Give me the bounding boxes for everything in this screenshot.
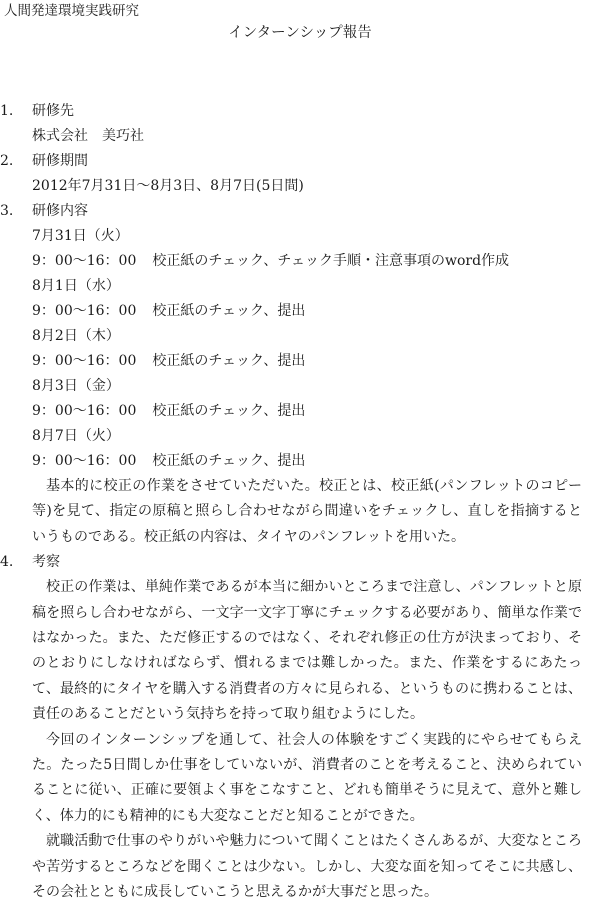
schedule-time: 9：00〜16：00 (32, 303, 137, 319)
training-summary-paragraph: 基本的に校正の作業をさせていただいた。校正とは、校正紙(パンフレットのコピー等)を見て、指定の原稿と照らし合わせながら間違いをチェックし、直しを指摘するというものである。校正紙の内容は、タイヤのパンフレットを用いた。 (32, 478, 582, 545)
schedule-entry (0, 349, 600, 374)
schedule-task: 校正紙のチェック、チェック手順・注意事項のword作成 (152, 253, 510, 269)
schedule-entry (0, 449, 600, 474)
discussion-paragraph: 校正の作業は、単純作業であるが本当に細かいところまで注意し、パンフレットと原稿を照らし合わせながら、一文字一文字丁寧にチェックする必要があり、簡単な作業ではなかった。また、ただ修正するのではなく、それぞれ修正の仕方が決まっており、そのとおりにしなければならず、慣れるまでは難しかった。また、作業をするにあたって、最終的にタイヤを購入する消費者の方々に見られる、というものに携わることは、責任のあることだという気持ちを持って取り組むようにした。 (32, 579, 582, 723)
section-heading: 研修期間 (32, 153, 88, 169)
schedule-entry (0, 249, 600, 274)
schedule-date: 8月3日（金） (32, 378, 120, 394)
schedule-entry (0, 399, 600, 424)
schedule-time: 9：00〜16：00 (32, 403, 137, 419)
schedule-time: 9：00〜16：00 (32, 453, 137, 469)
schedule-task: 校正紙のチェック、提出 (152, 353, 306, 369)
company-name: 株式会社 美巧社 (32, 128, 144, 144)
training-period: 2012年7月31日〜8月3日、8月7日(5日間) (32, 178, 304, 194)
section-4-heading-line (0, 550, 600, 575)
section-1-heading-line (0, 99, 600, 124)
schedule-task: 校正紙のチェック、提出 (152, 403, 306, 419)
schedule-task: 校正紙のチェック、提出 (152, 303, 306, 319)
section-3-heading-line (0, 199, 600, 224)
schedule-date: 7月31日（火） (32, 228, 129, 244)
discussion-paragraph: 今回のインターンシップを通して、社会人の体験をすごく実践的にやらせてもらえた。たった5日間しか仕事をしていないが、消費者のことを考えること、決められていることに従い、正確に要領よく事をこなすこと、どれも簡単そうに見えて、意外と難しく、体力的にも精神的にも大変なことだと知ることができた。 (32, 731, 582, 824)
section-1-content (0, 124, 600, 149)
section-number: 4. (0, 554, 14, 571)
schedule-entry (0, 299, 600, 324)
document-title: インターンシップ報告 (228, 25, 372, 41)
section-heading: 考察 (32, 554, 60, 571)
section-number: 1. (0, 103, 14, 119)
schedule-date: 8月7日（火） (32, 428, 120, 444)
section-number: 2. (0, 153, 14, 169)
schedule-time: 9：00〜16：00 (32, 353, 137, 369)
department-header: 人間発達環境実践研究 (4, 3, 139, 19)
schedule-date: 8月2日（木） (32, 328, 120, 344)
document-body (0, 99, 600, 906)
section-heading: 研修先 (32, 103, 74, 119)
schedule-date: 8月1日（水） (32, 278, 120, 294)
discussion-paragraph: 就職活動で仕事のやりがいや魅力について聞くことはたくさんあるが、大変なところや苦労するところなどを聞くことは少ない。しかし、大変な面を知ってそこに共感し、その会社とともに成長していこうと思えるかが大事だと思った。 (32, 833, 582, 901)
section-number: 3. (0, 203, 14, 219)
schedule-task: 校正紙のチェック、提出 (152, 453, 306, 469)
section-heading: 研修内容 (32, 203, 88, 219)
schedule-time: 9：00〜16：00 (32, 253, 137, 269)
section-2-content (0, 174, 600, 199)
section-2-heading-line (0, 149, 600, 174)
